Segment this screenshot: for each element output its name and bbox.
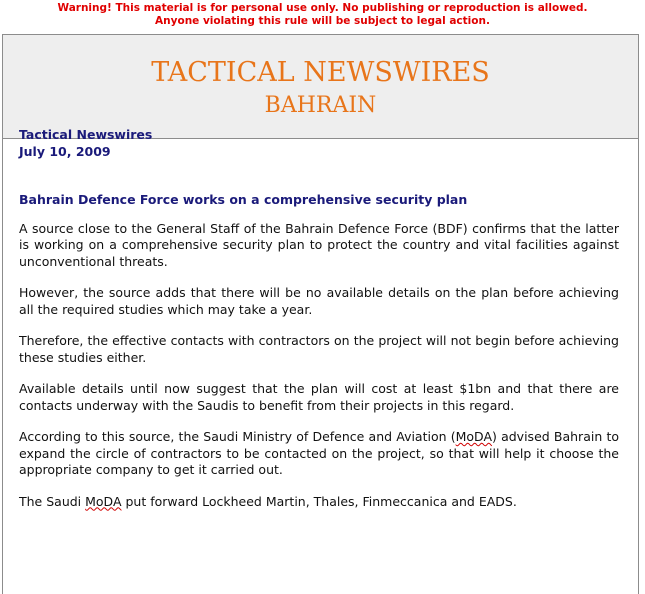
paragraph-6 [19, 494, 619, 511]
masthead-subtitle: BAHRAIN [264, 93, 377, 118]
masthead-banner [3, 35, 638, 139]
masthead-title: TACTICAL NEWSWIRES [151, 57, 490, 88]
warning-line-1: Warning! This material is for personal use only. No publishing or reproduction is allowed. [57, 2, 588, 14]
warning-line-2: Anyone violating this rule will be subject to legal action. [155, 15, 490, 27]
moda-spellcheck-word: MoDA [455, 429, 493, 444]
article-source: Tactical Newswires [19, 127, 153, 142]
copyright-warning [0, 2, 645, 28]
article-date: July 10, 2009 [19, 143, 111, 159]
moda-spellcheck-word-2: MoDA [85, 493, 122, 509]
paragraph-2: However, the source adds that there will be no available details on the plan before achieving all the required studies which may take a year. [19, 285, 619, 317]
paragraph-1: A source close to the General Staff of the Bahrain Defence Force (BDF) confirms that the latter is working on a comprehensive security plan to protect the country and vital facilities against unconventional threats. [19, 220, 619, 269]
article-body [19, 127, 619, 510]
paragraph-6-start: The Saudi [19, 493, 86, 509]
paragraph-4: Available details until now suggest that the plan will cost at least $1bn and that there are contacts underway with the Saudis to benefit from their projects in this regard. [19, 381, 619, 413]
paragraph-5 [19, 429, 619, 479]
paragraph-3: Therefore, the effective contacts with contractors on the project will not begin before achieving these studies either. [19, 333, 619, 365]
paragraph-5-start: According to this source, the Saudi Ministry of Defence and Aviation ( [19, 429, 456, 444]
article-headline: Bahrain Defence Force works on a comprehensive security plan [19, 192, 468, 207]
paragraph-5-end: ) advised Bahrain to expand the circle of contractors to be contacted on the project, so that will help it choose the appropriate company to get it carried out. [19, 429, 619, 477]
paragraph-6-end: put forward Lockheed Martin, Thales, Finmeccanica and EADS. [121, 493, 517, 509]
